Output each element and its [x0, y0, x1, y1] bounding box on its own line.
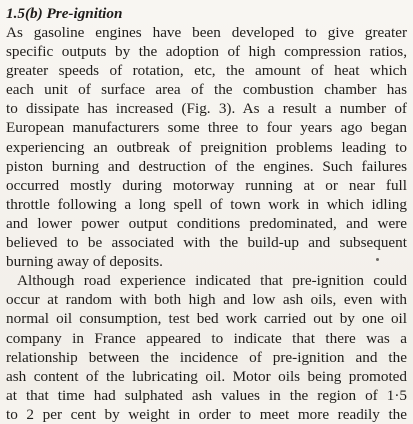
text-line: occur at random with both high and low ash oils, even with — [6, 291, 407, 309]
text-line: company in France appeared to indicate that there was a — [6, 329, 407, 347]
section-number: 1.5(b) — [6, 5, 43, 22]
text-line: Although road experience indicated that pre-ignition could — [17, 272, 407, 290]
text-line: to dissipate has increased (Fig. 3). As a result a number of — [6, 100, 407, 118]
text-line: believed to be associated with the build-up and subsequent — [6, 234, 407, 252]
text-line: burning away of deposits. — [6, 253, 163, 271]
text-line: As gasoline engines have been developed to give greater — [6, 24, 407, 41]
text-line: piston burning and destruction of the engines. Such failures — [6, 157, 407, 175]
text-line: each unit of surface area of the combustion chamber has — [6, 81, 407, 99]
print-speck — [376, 258, 379, 261]
text-line: throttle following a long spell of town work in which idling — [6, 195, 407, 213]
text-line: normal oil consumption, test bed work carried out by one oil — [6, 310, 407, 328]
paragraph-2 — [6, 271, 407, 424]
text-line: occurred mostly during motorway running at or near full — [6, 176, 407, 194]
text-line: experiencing an outbreak of preignition problems leading to — [6, 138, 407, 156]
text-line: relationship between the incidence of pre-ignition and the — [6, 348, 407, 366]
text-line: at that time had sulphated ash values in the region of 1·5 — [6, 386, 407, 404]
paragraph-1 — [6, 23, 407, 271]
text-line: European manufacturers some three to four years ago began — [6, 119, 407, 137]
section-title: Pre-ignition — [46, 5, 123, 22]
text-line: ash content of the lubricating oil. Motor oils being promoted — [6, 367, 407, 385]
text-line: specific outputs by the adoption of high compression ratios, — [6, 43, 407, 61]
text-line: and lower power output conditions predominated, and were — [6, 214, 407, 232]
text-line: greater speeds of rotation, etc, the amount of heat which — [6, 62, 407, 80]
section-heading — [6, 4, 407, 23]
text-line: to 2 per cent by weight in order to meet more readily the — [6, 405, 407, 423]
